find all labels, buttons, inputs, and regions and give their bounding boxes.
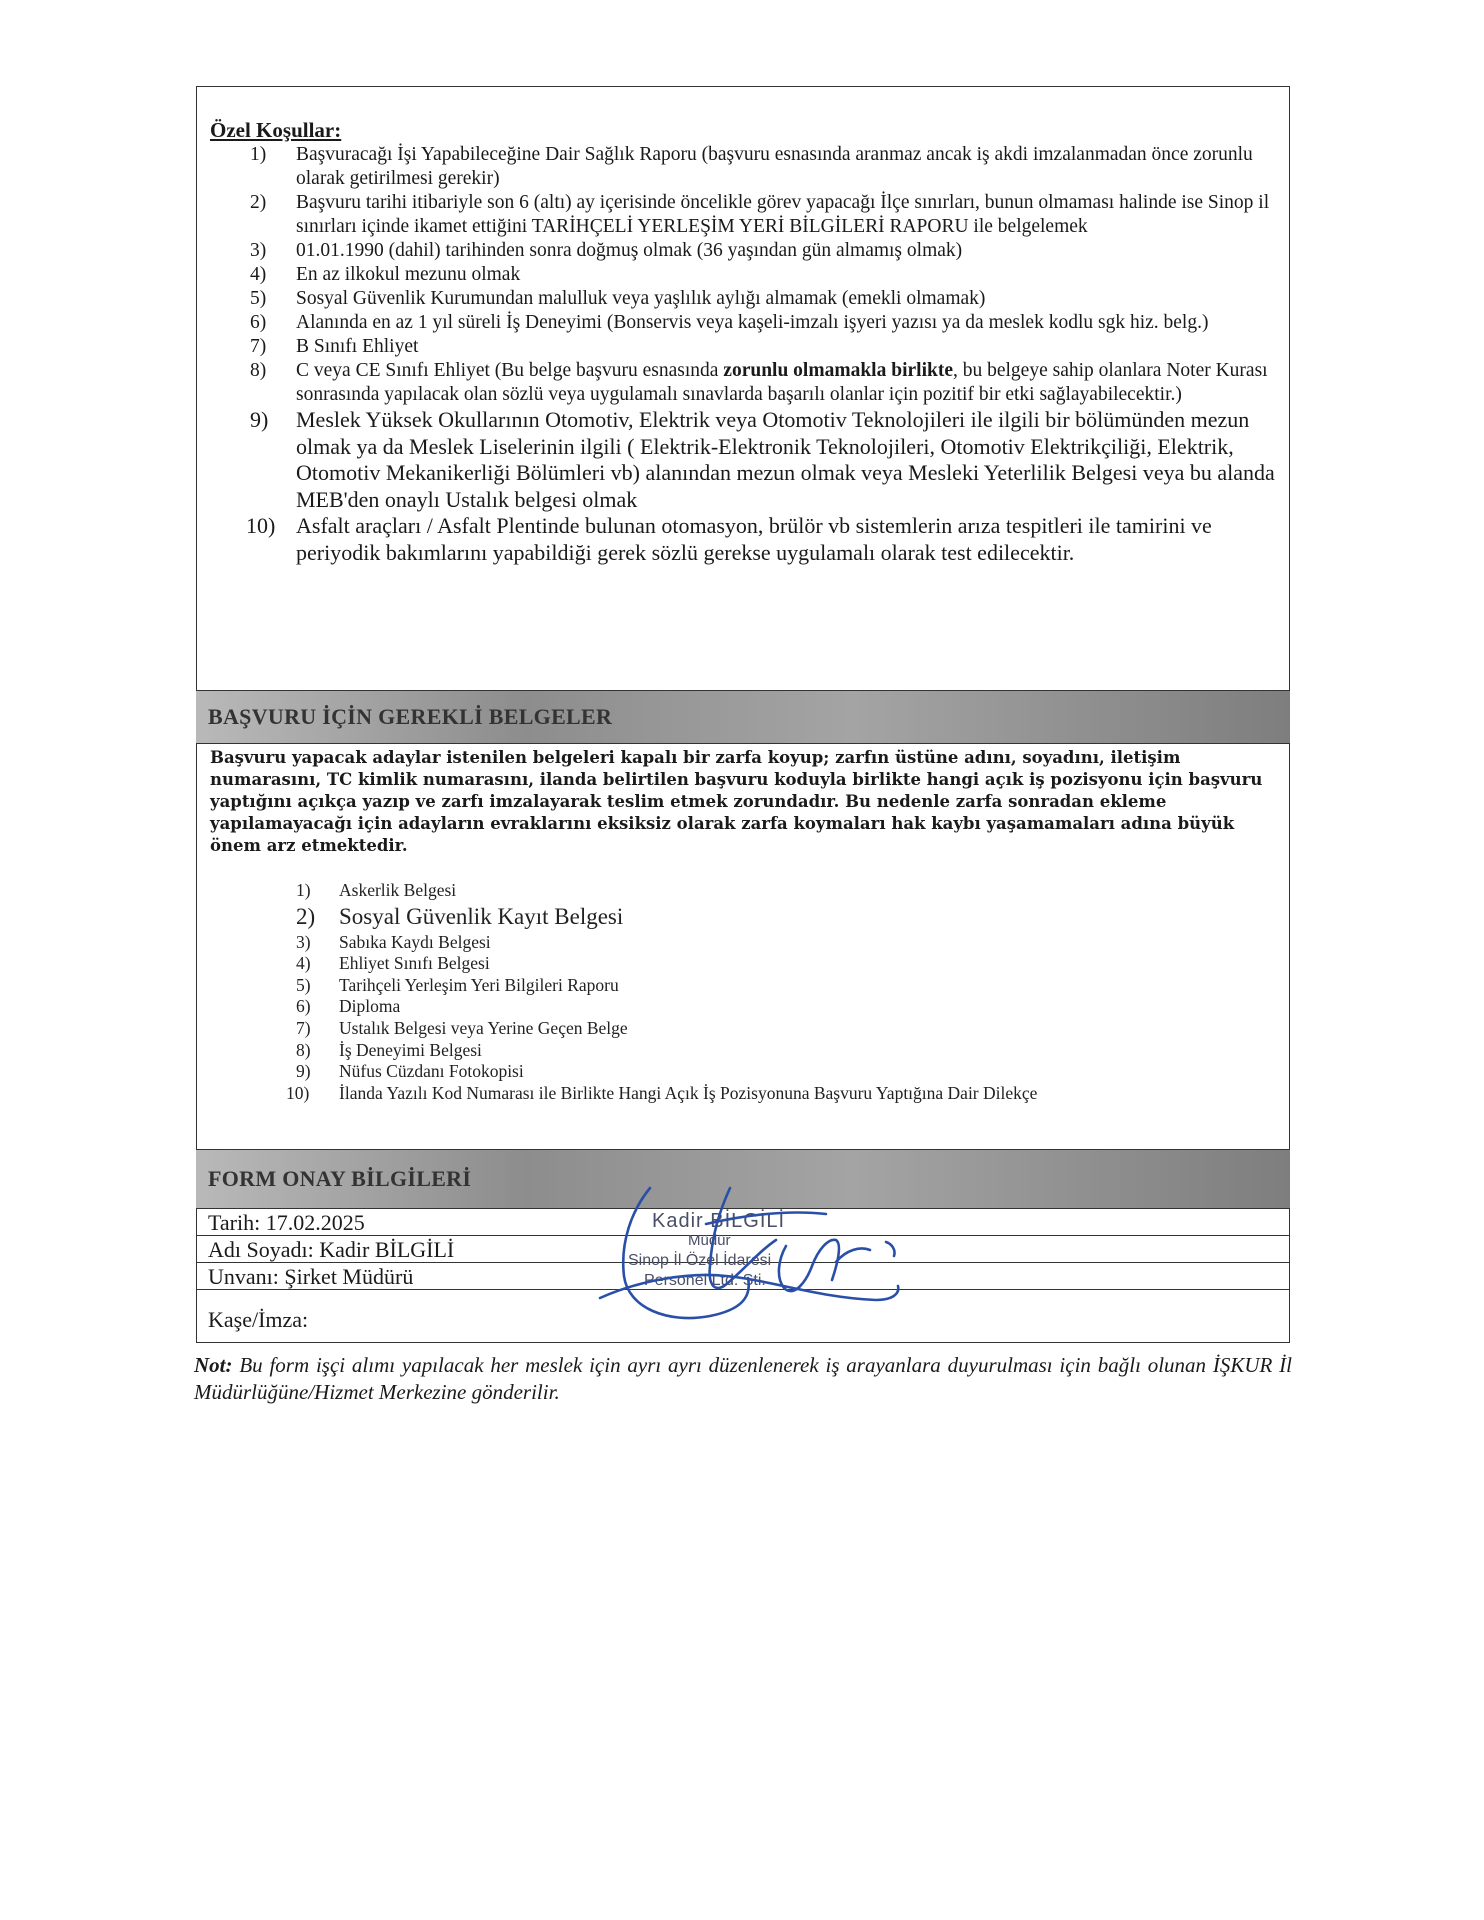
handwritten-signature: [580, 1180, 920, 1330]
name-row: Adı Soyadı: Kadir BİLGİLİ: [196, 1236, 1290, 1263]
signature-row: Kaşe/İmza:: [208, 1307, 309, 1332]
required-documents-list: [286, 880, 1266, 1104]
list-item: 2) Sosyal Güvenlik Kayıt Belgesi: [296, 903, 624, 929]
date-row: Tarih: 17.02.2025: [196, 1209, 1290, 1236]
list-item: 5) Sosyal Güvenlik Kurumundan malulluk veya yaşlılık aylığı almamak (emekli olmamak): [250, 288, 986, 309]
list-item: 7) Ustalık Belgesi veya Yerine Geçen Belge: [296, 1017, 628, 1038]
emphasis-text: zorunlu olmamakla birlikte: [723, 360, 953, 381]
note-text: Bu form işçi alımı yapılacak her meslek için ayrı ayrı düzenlenerek iş arayanlara duyurulması için bağlı olunan İŞKUR İl Müdürlüğüne/Hizmet Merkezine gönderilir.: [194, 1353, 1292, 1404]
list-item: 10) İlanda Yazılı Kod Numarası ile Birlikte Hangi Açık İş Pozisyonuna Başvuru Yaptığına Dair Dilekçe: [286, 1082, 1038, 1103]
footer-note: [194, 1352, 1292, 1406]
form-approval-title: FORM ONAY BİLGİLERİ: [208, 1166, 472, 1191]
list-item: 1) Başvuracağı İşi Yapabileceğine Dair Sağlık Raporu (başvuru esnasında aranmaz ancak iş akdi imzalanmadan önce zorunlu olarak getirilmesi gerekir): [250, 144, 1253, 189]
list-item: 2) Başvuru tarihi itibariyle son 6 (altı) ay içerisinde öncelikle görev yapacağı İlçe sınırları, bunun olmaması halinde ise Sinop il sınırları içinde ikamet ettiğini TARİHÇELİ YERLEŞİM YERİ BİLGİLERİ RAPORU ile belgelemek: [250, 192, 1270, 237]
title-row: Unvanı: Şirket Müdürü: [196, 1263, 1290, 1290]
list-item: 9) Nüfus Cüzdanı Fotokopisi: [296, 1061, 524, 1082]
list-item: 3) Sabıka Kaydı Belgesi: [296, 931, 491, 952]
list-item: 9) Meslek Yüksek Okullarının Otomotiv, Elektrik veya Otomotiv Teknolojileri ile ilgili bir bölümünden mezun olmak ya da Meslek Liselerinin ilgili ( Elektrik-Elektronik Teknolojileri, Otomotiv Elektrikçiliği, Elektrik, Otomotiv Mekanikerliği Bölümleri vb) alanından mezun olmak veya Mesleki Yeterlilik Belgesi veya bu alanda MEB'den onaylı Ustalık belgesi olmak: [250, 407, 1275, 512]
list-item: 5) Tarihçeli Yerleşim Yeri Bilgileri Raporu: [296, 974, 619, 995]
list-item: 8) C veya CE Sınıfı Ehliyet (Bu belge başvuru esnasında zorunlu olmamakla birlikte, bu belgeye sahip olanlara Noter Kurası sonrasında yapılacak olan sözlü veya uygulamalı sınavlarda başarılı olanlar için pozitif bir etki sağlayabilecektir.): [250, 360, 1268, 405]
required-documents-intro: Başvuru yapacak adaylar istenilen belgeleri kapalı bir zarfa koyup; zarfın üstüne adını, soyadını, iletişim numarasını, TC kimlik numarasını, ilanda belirtilen başvuru koduyla birlikte hangi açık iş pozisyonu için başvuru yaptığını açıkça yazıp ve zarfı imzalayarak teslim etmek zorundadır. Bu nedenle zarfa sonradan ekleme yapılamayacağı için adayların evraklarını eksiksiz olarak zarfa koymaları hak kaybı yaşamamaları adına büyük önem arz etmektedir.: [210, 748, 1263, 855]
special-conditions-title: Özel Koşullar:: [210, 118, 342, 142]
list-item: 3) 01.01.1990 (dahil) tarihinden sonra doğmuş olmak (36 yaşından gün almamış olmak): [250, 240, 963, 261]
list-item: 4) En az ilkokul mezunu olmak: [250, 264, 521, 285]
list-item: 10) Asfalt araçları / Asfalt Plentinde bulunan otomasyon, brülör vb sistemlerin arıza tespitleri ile tamirini ve periyodik bakımlarını yapabildiği gerek sözlü gerekse uygulamalı olarak test edilecektir.: [246, 513, 1212, 565]
list-item: 8) İş Deneyimi Belgesi: [296, 1039, 482, 1060]
company-stamp: Kadir BİLGİLİ Müdür Sinop İl Özel İdaresi Personel Ltd. Şti.: [628, 1210, 786, 1289]
list-item: 1) Askerlik Belgesi: [296, 880, 457, 900]
list-item: 6) Alanında en az 1 yıl süreli İş Deneyimi (Bonservis veya kaşeli-imzalı işyeri yazısı ya da meslek kodlu sgk hiz. belg.): [250, 312, 1209, 333]
special-conditions-list: [210, 143, 1280, 566]
required-documents-title: BAŞVURU İÇİN GEREKLİ BELGELER: [208, 704, 613, 729]
list-item: 4) Ehliyet Sınıfı Belgesi: [296, 953, 490, 974]
note-label: Not:: [194, 1353, 233, 1377]
list-item: 7) B Sınıfı Ehliyet: [250, 336, 419, 357]
list-item: 6) Diploma: [296, 996, 401, 1017]
